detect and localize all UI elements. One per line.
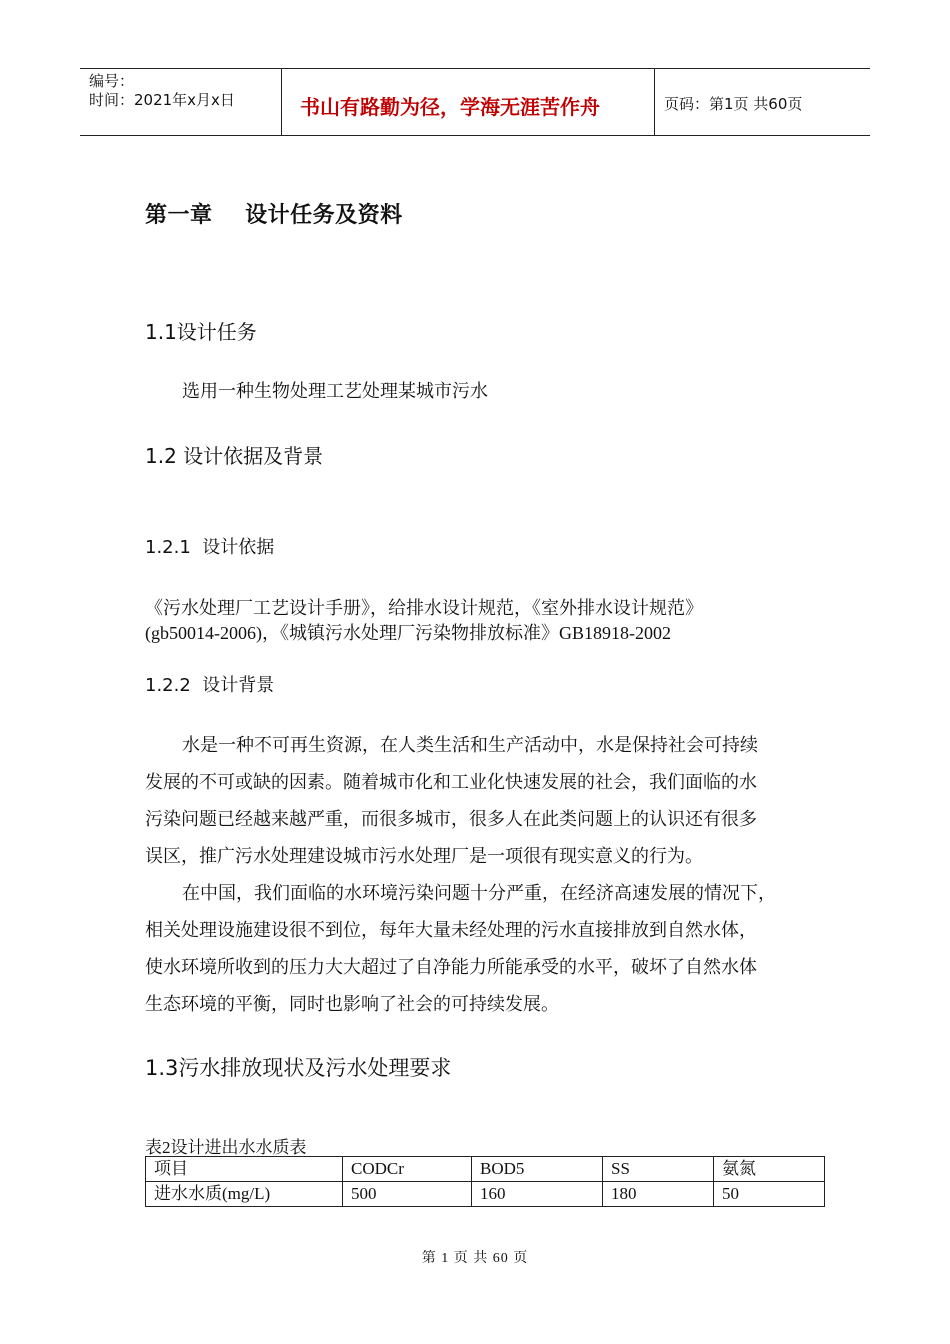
table-caption: 表2设计进出水水质表 <box>145 1138 307 1157</box>
table-cell: 180 <box>603 1182 714 1207</box>
section-1-1-heading: 1.1设计任务 <box>145 320 257 344</box>
header-page-code: 页码：第1页 共60页 <box>664 95 803 113</box>
paragraph-1-line-1: 水是一种不可再生资源，在人类生活和生产活动中，水是保持社会可持续 <box>182 735 758 755</box>
header-motto: 书山有路勤为径，学海无涯苦作舟 <box>300 95 600 119</box>
table-header-cell: CODCr <box>343 1157 472 1182</box>
header-divider-left <box>281 68 282 136</box>
header-bottom-rule <box>80 135 870 136</box>
paragraph-2-line-1: 在中国，我们面临的水环境污染问题十分严重，在经济高速发展的情况下， <box>182 883 776 903</box>
header-divider-right <box>654 68 655 136</box>
references-line-2: (gb50014-2006)，《城镇污水处理厂污染物排放标准》GB18918-2002 <box>145 623 671 643</box>
paragraph-2-line-3: 使水环境所收到的压力大大超过了自净能力所能承受的水平，破坏了自然水体 <box>145 957 757 977</box>
water-quality-table <box>145 1156 825 1207</box>
table-cell: 160 <box>472 1182 603 1207</box>
paragraph-1-line-3: 污染问题已经越来越严重，而很多城市，很多人在此类问题上的认识还有很多 <box>145 809 757 829</box>
section-1-2-heading: 1.2 设计依据及背景 <box>145 444 324 468</box>
section-1-2-1-heading: 1.2.1 设计依据 <box>145 537 275 558</box>
paragraph-1-line-2: 发展的不可或缺的因素。随着城市化和工业化快速发展的社会，我们面临的水 <box>145 772 757 792</box>
paragraph-1-line-4: 误区，推广污水处理建设城市污水处理厂是一项很有现实意义的行为。 <box>145 846 703 866</box>
section-1-2-2-heading: 1.2.2 设计背景 <box>145 675 275 696</box>
page-footer: 第 1 页 共 60 页 <box>421 1251 529 1266</box>
section-1-3-heading: 1.3污水排放现状及污水处理要求 <box>145 1056 452 1080</box>
references-line-1: 《污水处理厂工艺设计手册》，给排水设计规范，《室外排水设计规范》 <box>145 598 703 618</box>
table-header-cell: 氨氮 <box>714 1157 825 1182</box>
chapter-title: 第一章 设计任务及资料 <box>145 203 403 228</box>
header-time-label: 时间：2021年x月x日 <box>89 91 235 109</box>
table-row <box>146 1182 825 1207</box>
table-cell: 50 <box>714 1182 825 1207</box>
section-1-1-text: 选用一种生物处理工艺处理某城市污水 <box>182 381 488 401</box>
header-number-label: 编号： <box>89 72 135 90</box>
header-top-rule <box>80 68 870 69</box>
paragraph-2-line-4: 生态环境的平衡，同时也影响了社会的可持续发展。 <box>145 994 559 1014</box>
table-cell: 500 <box>343 1182 472 1207</box>
table-cell: 进水水质(mg/L) <box>146 1182 343 1207</box>
table-header-cell: SS <box>603 1157 714 1182</box>
table-header-cell: 项目 <box>146 1157 343 1182</box>
table-header-row <box>146 1157 825 1182</box>
paragraph-2-line-2: 相关处理设施建设很不到位，每年大量未经处理的污水直接排放到自然水体， <box>145 920 757 940</box>
table-header-cell: BOD5 <box>472 1157 603 1182</box>
